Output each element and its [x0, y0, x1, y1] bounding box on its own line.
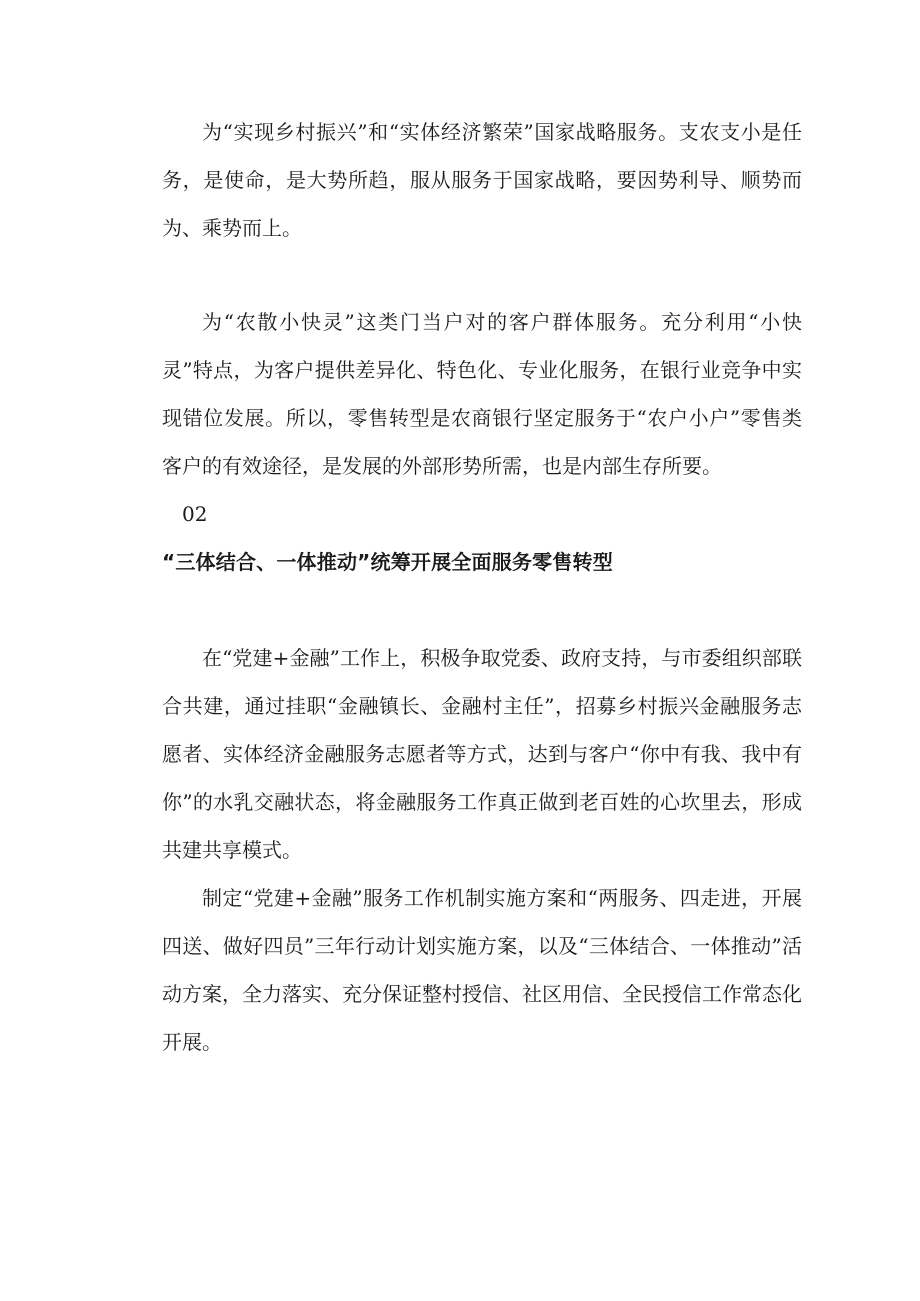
paragraph-party-building: 在“党建+金融”工作上，积极争取党委、政府支持，与市委组织部联合共建，通过挂职“金融镇长、金融村主任”，招募乡村振兴金融服务志愿者、实体经济金融服务志愿者等方式，达到与客户“你中有我、我中有你”的水乳交融状态，将金融服务工作真正做到老百姓的心坎里去，形成共建共享模式。 — [162, 646, 802, 862]
section-title: “三体结合、一体推动”统筹开展全面服务零售转型 — [162, 550, 613, 574]
paragraph-rural-revitalization: 为“实现乡村振兴”和“实体经济繁荣”国家战略服务。支农支小是任务，是使命，是大势所趋，服从服务于国家战略，要因势利导、顺势而为、乘势而上。 — [162, 120, 802, 240]
paragraph-implementation-plan: 制定“党建+金融”服务工作机制实施方案和“两服务、四走进，开展四送、做好四员”三年行动计划实施方案，以及“三体结合、一体推动”活动方案，全力落实、充分保证整村授信、社区用信、全民授信工作常态化开展。 — [162, 886, 802, 1054]
document-body — [162, 108, 802, 1066]
section-number: 02 — [182, 502, 208, 526]
paragraph-customer-groups: 为“农散小快灵”这类门当户对的客户群体服务。充分利用“小快灵”特点，为客户提供差异化、特色化、专业化服务，在银行业竞争中实现错位发展。所以，零售转型是农商银行坚定服务于“农户小户”零售类客户的有效途径，是发展的外部形势所需，也是内部生存所要。 — [162, 310, 802, 478]
